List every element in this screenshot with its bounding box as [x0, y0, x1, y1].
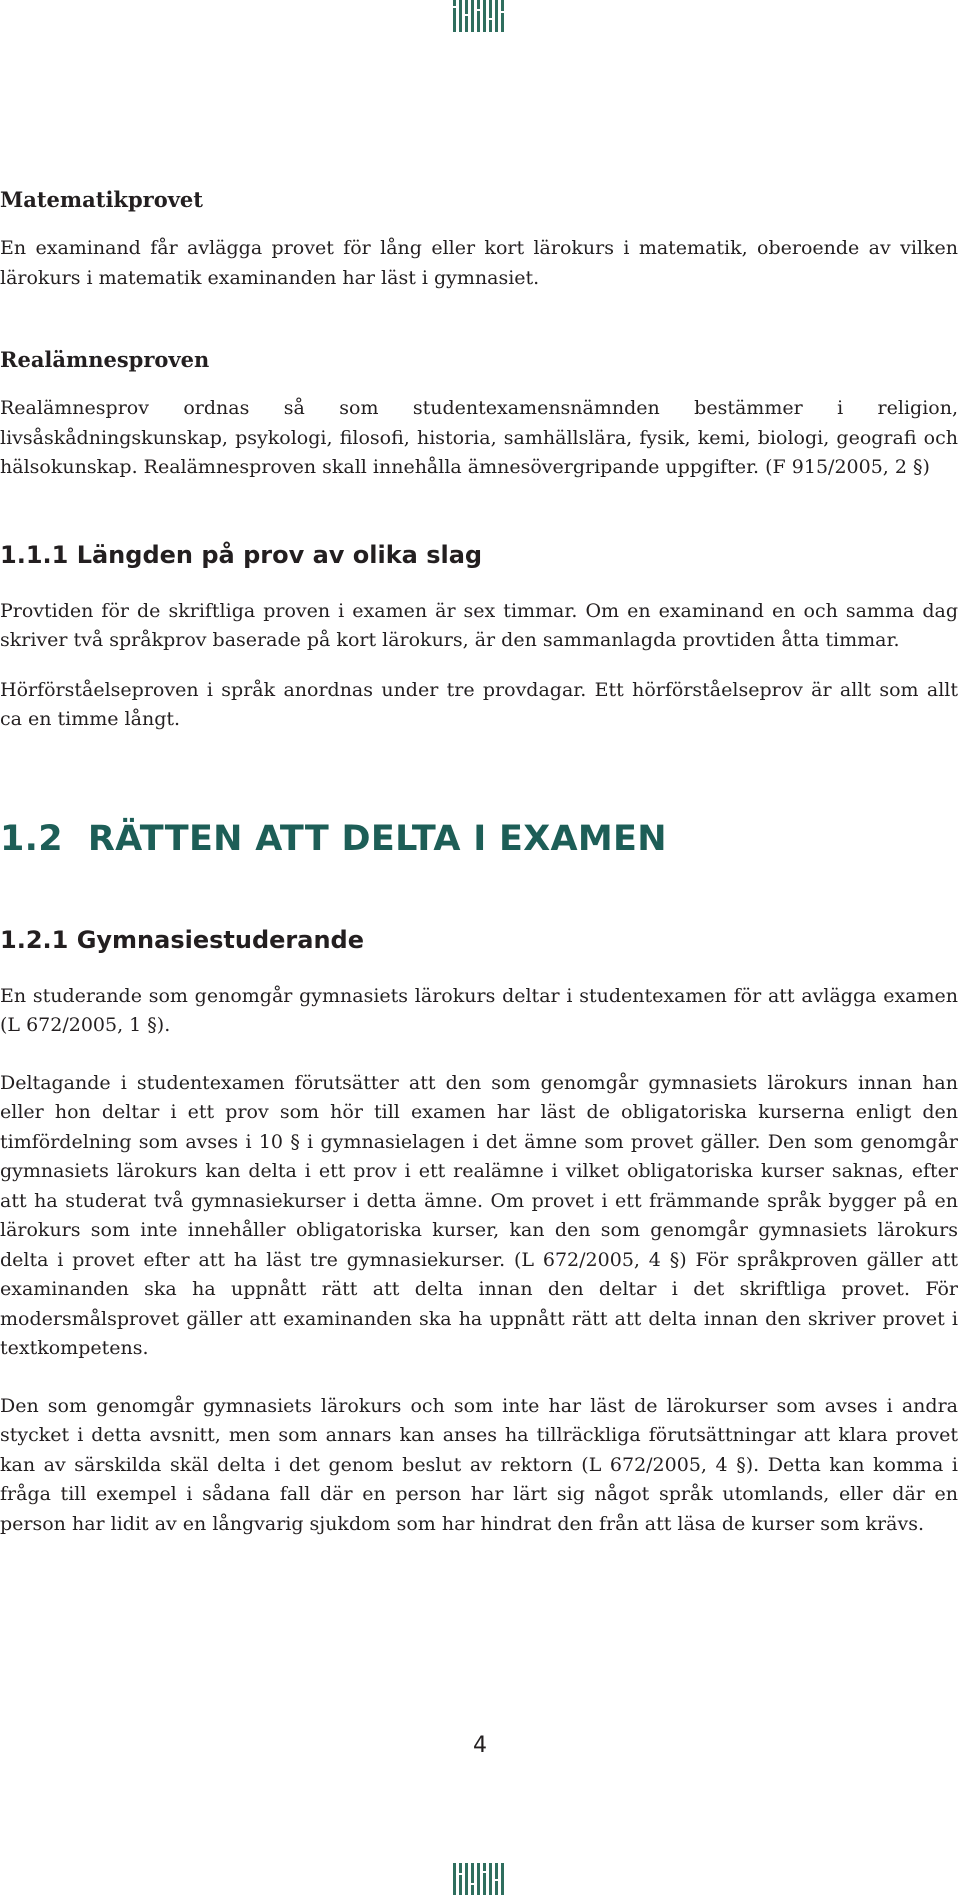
section-heading: Matematikprovet [0, 187, 203, 212]
section-gymnasiestuderande [0, 925, 958, 1540]
section-matematikprovet [0, 185, 958, 293]
chapter-heading: 1.2 RÄTTEN ATT DELTA I EXAMEN [0, 818, 667, 859]
page-content [0, 185, 958, 1539]
section-heading: 1.1.1 Längden på prov av olika slag [0, 540, 483, 569]
footer-logo-graphic [450, 1863, 510, 1895]
body-paragraph: Deltagande i studentexamen förutsätter att den som genomgår gymnasiets lärokurs innan han eller hon deltar i ett prov som hör till examen har läst de obligatoriska kurserna enligt den timfördelning som avses i 10 § i gymnasielagen i det ämne som provet gäller. Den som genomgår gymnasiets lärokurs kan delta i ett prov i ett realämne i vilket obligatoriska kurser saknas, efter att ha studerat två gymnasiekurser i detta ämne. Om provet i ett främmande språk bygger på en lärokurs som inte innehåller obligatoriska kurser, kan den som genomgår gymnasiets lärokurs delta i provet efter att ha läst tre gymnasiekurser. (L 672/2005, 4 §) För språkproven gäller att examinanden ska ha uppnått rätt att delta innan den deltar i det skriftliga provet. För modersmålsprovet gäller att examinanden ska ha uppnått rätt att delta innan den skriver provet i textkompetens. [0, 1071, 958, 1359]
body-paragraph: Den som genomgår gymnasiets lärokurs och som inte har läst de lärokurser som avses i andra stycket i detta avsnitt, men som annars kan anses ha tillräckliga förutsättningar att klara provet kan av särskilda skäl delta i det genom beslut av rektorn (L 672/2005, 4 §). Detta kan komma i fråga till exempel i sådana fall där en person har lärt sig något språk utomlands, eller där en person har lidit av en långvarig sjukdom som har hindrat den från att läsa de kurser som krävs. [0, 1394, 958, 1535]
section-heading: Realämnesproven [0, 347, 210, 372]
body-paragraph: Hörförståelseproven i språk anordnas under tre provdagar. Ett hörförståelseprov är allt som allt ca en timme långt. [0, 678, 958, 730]
barcode-stripes-icon [450, 1863, 510, 1895]
section-langden-pa-prov [0, 540, 958, 735]
header-logo-graphic [450, 0, 510, 32]
body-paragraph: Realämnesprov ordnas så som studentexamensnämnden bestämmer i religion, livsåskådningskunskap, psykologi, filosofi, historia, samhällslära, fysik, kemi, biologi, geografi och hälsokunskap. Realämnesproven skall innehålla ämnesövergripande uppgifter. (F 915/2005, 2 §) [0, 397, 958, 478]
body-paragraph: En examinand får avlägga provet för lång eller kort lärokurs i matematik, oberoende av vilken lärokurs i matematik examinanden har läst i gymnasiet. [0, 237, 958, 289]
section-realamnesproven [0, 345, 958, 483]
barcode-stripes-icon [450, 0, 510, 32]
section-heading: 1.2.1 Gymnasiestuderande [0, 925, 364, 954]
body-paragraph: Provtiden för de skriftliga proven i examen är sex timmar. Om en examinand en och samma dag skriver två språkprov baserade på kort lärokurs, är den sammanlagda provtiden åtta timmar. [0, 599, 958, 651]
body-paragraph: En studerande som genomgår gymnasiets lärokurs deltar i studentexamen för att avlägga examen (L 672/2005, 1 §). [0, 984, 958, 1036]
page-number: 4 [473, 1733, 487, 1758]
